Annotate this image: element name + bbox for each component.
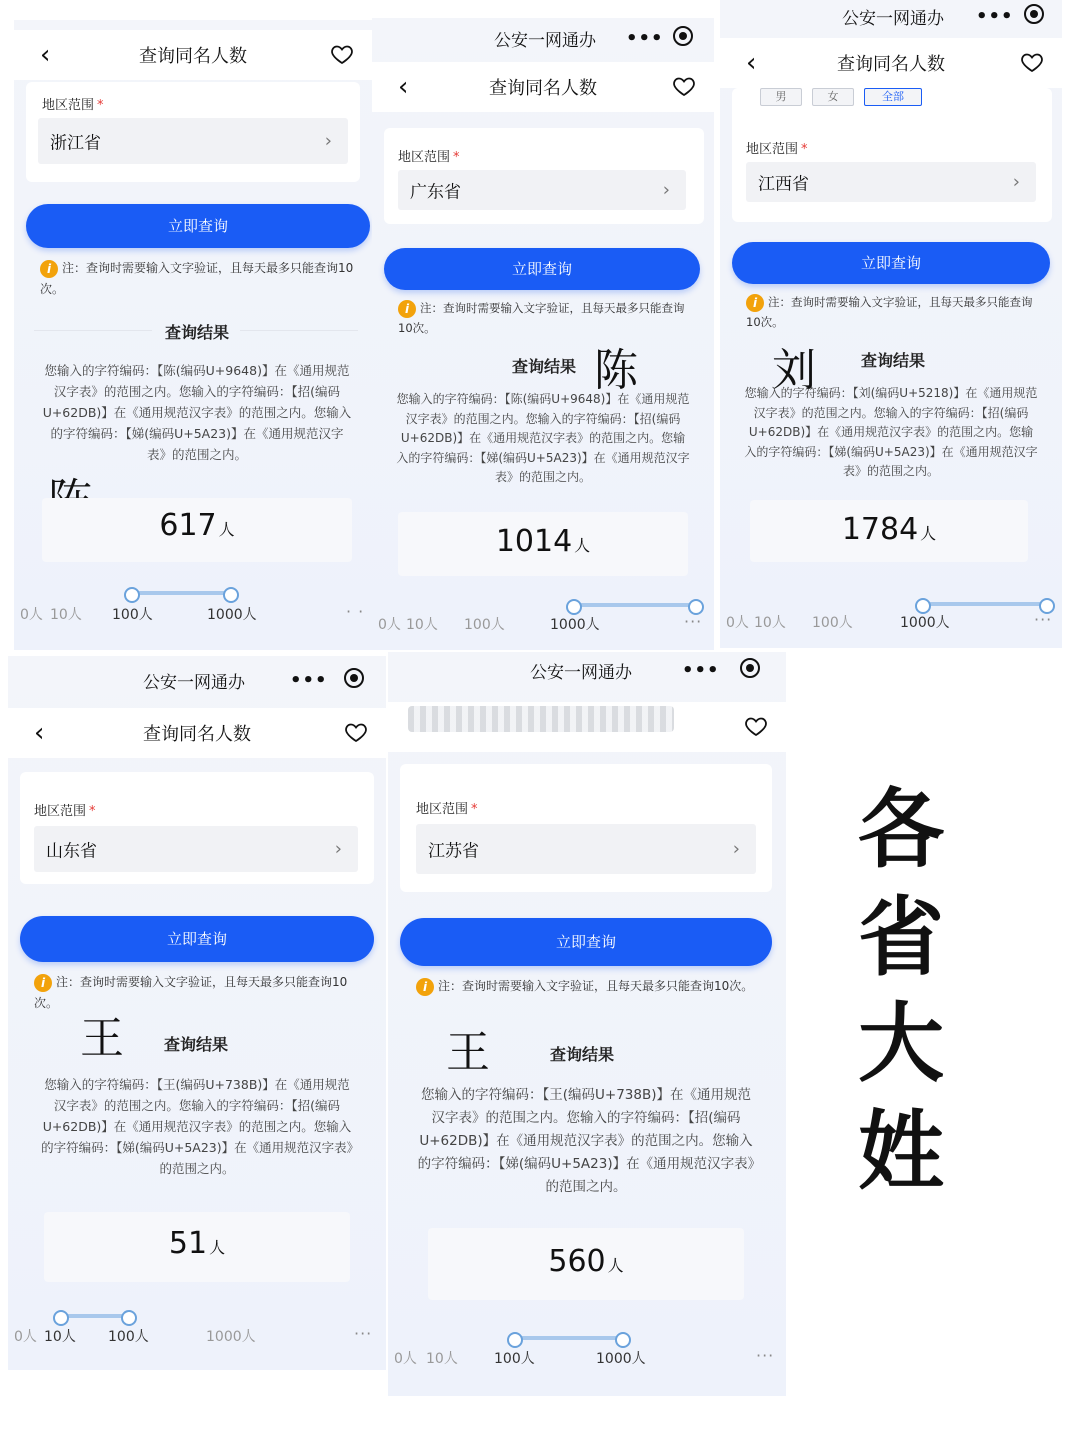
slider-range-fill: [60, 1314, 128, 1318]
form-card: [400, 764, 772, 892]
tick-label: 1000人: [206, 1329, 256, 1345]
result-text: 您输入的字符编码：【陈(编码U+9648)】在《通用规范汉字表》的范围之内。您输入的字符编码：【招(编码U+62DB)】在《通用规范汉字表》的范围之内。您输入的字符编码：【娣(编码U+5A23)】在《通用规范汉字表》的范围之内。: [42, 363, 352, 462]
tick-label: 0人: [378, 617, 401, 633]
region-value: 江苏省: [428, 841, 479, 862]
more-icon: · ·: [346, 602, 365, 621]
more-dots-icon[interactable]: •••: [976, 6, 1014, 27]
mini-program-bar: [372, 18, 714, 58]
nav-bar: [8, 708, 386, 758]
tick-label: 100人: [108, 1329, 149, 1345]
region-select[interactable]: [398, 170, 686, 210]
result-title: 查询结果: [550, 1045, 615, 1064]
count-box: [42, 498, 352, 562]
app-name: 公安一网通办: [494, 31, 596, 51]
nav-bar: [14, 30, 372, 80]
region-select[interactable]: [34, 826, 358, 872]
slider-handle[interactable]: [566, 599, 582, 615]
mini-program-bar: [388, 652, 786, 692]
info-icon: i: [746, 294, 764, 312]
region-value: 广东省: [410, 182, 461, 203]
count-value: 617 人: [159, 508, 235, 543]
count-box: [750, 500, 1028, 562]
query-note: i 注：查询时需要输入文字验证，且每天最多只能查询10次。: [746, 295, 1033, 329]
count-box: [428, 1228, 744, 1300]
tick-label: 10人: [50, 607, 82, 623]
region-select[interactable]: [746, 162, 1036, 202]
chevron-right-icon: ›: [1012, 171, 1020, 193]
tick-label: 10人: [754, 615, 786, 631]
tick-label: 10人: [406, 617, 438, 633]
region-select[interactable]: [38, 118, 348, 164]
page-title: 查询同名人数: [837, 54, 945, 75]
tick-label: 1000人: [596, 1351, 646, 1367]
region-label: 地区范围 *: [416, 802, 478, 817]
count-value: 51 人: [168, 1226, 226, 1261]
slider-handle[interactable]: [121, 1310, 137, 1326]
surname-overlay: 刘: [772, 345, 816, 396]
slider-handle[interactable]: [53, 1310, 69, 1326]
mini-program-bar: [8, 656, 386, 696]
more-dots-icon[interactable]: •••: [682, 660, 720, 681]
screenshot-panel-guangdong: [372, 18, 714, 650]
heart-icon[interactable]: [1020, 50, 1044, 74]
region-label: 地区范围 *: [34, 804, 96, 819]
app-name: 公安一网通办: [842, 9, 944, 29]
close-target-icon[interactable]: [740, 658, 760, 678]
form-card: [26, 82, 360, 182]
more-dots-icon[interactable]: •••: [626, 28, 664, 49]
mini-program-bar: [720, 0, 1062, 40]
page-title: 查询同名人数: [143, 724, 251, 745]
back-arrow-icon[interactable]: ‹: [40, 40, 51, 70]
side-title-char: 省: [858, 887, 944, 988]
query-note: i 注：查询时需要输入文字验证，且每天最多只能查询10次。: [34, 975, 348, 1010]
chevron-right-icon: ›: [334, 838, 342, 860]
slider-range-fill: [573, 603, 695, 607]
page-title: 查询同名人数: [489, 78, 597, 99]
region-select[interactable]: [416, 824, 756, 874]
back-arrow-icon[interactable]: ‹: [34, 718, 45, 748]
tick-label: 0人: [394, 1351, 417, 1367]
tick-label: 1000人: [900, 615, 950, 631]
region-value: 江西省: [758, 174, 809, 195]
more-icon: ···: [1034, 610, 1053, 629]
heart-icon[interactable]: [330, 42, 354, 66]
result-title: 查询结果: [165, 323, 230, 342]
form-card: [20, 772, 374, 884]
query-button[interactable]: 立即查询: [26, 204, 370, 248]
query-button[interactable]: 立即查询: [20, 916, 374, 962]
tick-label: 100人: [464, 617, 505, 633]
region-label: 地区范围 *: [746, 142, 808, 157]
chevron-right-icon: ›: [324, 130, 332, 152]
more-icon: ···: [756, 1346, 775, 1365]
slider-handle[interactable]: [507, 1332, 523, 1348]
slider-range-fill: [514, 1336, 622, 1340]
screenshot-panel-jiangsu: [388, 652, 786, 1396]
tick-label: 100人: [494, 1351, 535, 1367]
chevron-right-icon: ›: [732, 838, 740, 860]
screenshot-panel-shandong: [8, 656, 386, 1370]
gender-tab-male[interactable]: 男: [760, 88, 802, 106]
tick-label: 10人: [44, 1329, 76, 1345]
query-note: i 注：查询时需要输入文字验证，且每天最多只能查询10次。: [416, 976, 766, 997]
tick-label: 0人: [14, 1329, 37, 1345]
close-target-icon[interactable]: [673, 26, 693, 46]
tick-label: 1000人: [207, 607, 257, 623]
slider-range-fill: [132, 591, 231, 595]
count-value: 1014 人: [495, 524, 591, 559]
close-target-icon[interactable]: [1024, 4, 1044, 24]
tick-label: 100人: [812, 615, 853, 631]
nav-bar: [388, 702, 786, 752]
result-text: 您输入的字符编码：【王(编码U+738B)】在《通用规范汉字表》的范围之内。您输入的字符编码：【招(编码U+62DB)】在《通用规范汉字表》的范围之内。您输入的字符编码：【娣(编码U+5A23)】在《通用规范汉字表》的范围之内。: [41, 1077, 353, 1176]
info-icon: i: [416, 978, 434, 996]
more-icon: ···: [354, 1324, 373, 1343]
result-text: 您输入的字符编码：【王(编码U+738B)】在《通用规范汉字表》的范围之内。您输入的字符编码：【招(编码U+62DB)】在《通用规范汉字表》的范围之内。您输入的字符编码：【娣(编码U+5A23)】在《通用规范汉字表》的范围之内。: [417, 1087, 755, 1195]
result-text: 您输入的字符编码：【刘(编码U+5218)】在《通用规范汉字表》的范围之内。您输入的字符编码：【招(编码U+62DB)】在《通用规范汉字表》的范围之内。您输入的字符编码：【娣(编码U+5A23)】在《通用规范汉字表》的范围之内。: [744, 386, 1038, 478]
count-value: 560 人: [548, 1244, 624, 1279]
screenshot-panel-jiangxi: [720, 0, 1062, 648]
back-arrow-icon[interactable]: ‹: [398, 72, 409, 102]
side-title-char: 各: [858, 779, 944, 880]
query-button[interactable]: 立即查询: [400, 918, 772, 966]
heart-icon[interactable]: [744, 714, 768, 738]
result-title: 查询结果: [861, 351, 926, 370]
divider: [34, 330, 152, 331]
form-card: [732, 88, 1052, 222]
blurred-title: [408, 706, 674, 732]
region-label: 地区范围 *: [398, 150, 460, 165]
heart-icon[interactable]: [672, 74, 696, 98]
page-title: 查询同名人数: [139, 46, 247, 67]
info-icon: i: [40, 260, 58, 278]
info-icon: i: [398, 300, 416, 318]
nav-bar: [720, 38, 1062, 88]
heart-icon[interactable]: [344, 720, 368, 744]
app-name: 公安一网通办: [530, 663, 632, 683]
tick-label: 100人: [112, 607, 153, 623]
surname-overlay: 陈: [594, 345, 638, 396]
count-box: [44, 1212, 350, 1282]
tick-label: 10人: [426, 1351, 458, 1367]
slider-range-fill: [922, 602, 1046, 606]
query-note: i 注：查询时需要输入文字验证，且每天最多只能查询10次。: [398, 301, 685, 335]
region-label: 地区范围 *: [42, 98, 104, 113]
more-dots-icon[interactable]: •••: [290, 670, 328, 691]
result-title: 查询结果: [164, 1035, 229, 1054]
query-note: i 注：查询时需要输入文字验证，且每天最多只能查询10次。: [40, 261, 354, 296]
count-box: [398, 512, 688, 576]
back-arrow-icon[interactable]: ‹: [746, 48, 757, 78]
region-value: 浙江省: [50, 133, 101, 154]
region-value: 山东省: [46, 841, 97, 862]
slider-handle[interactable]: [615, 1332, 631, 1348]
app-name: 公安一网通办: [143, 673, 245, 693]
chevron-right-icon: ›: [662, 179, 670, 201]
slider-handle[interactable]: [124, 587, 140, 603]
tick-label: 1000人: [550, 617, 600, 633]
gender-tab-all[interactable]: 全部: [864, 88, 922, 106]
tick-label: 0人: [20, 607, 43, 623]
more-icon: ···: [684, 612, 703, 631]
divider: [240, 330, 358, 331]
surname-overlay: 王: [80, 1013, 124, 1064]
form-card: [384, 128, 704, 224]
query-button[interactable]: 立即查询: [384, 248, 700, 290]
slider-handle[interactable]: [223, 587, 239, 603]
surname-overlay: 王: [446, 1027, 490, 1078]
result-text: 您输入的字符编码：【陈(编码U+9648)】在《通用规范汉字表》的范围之内。您输入的字符编码：【招(编码U+62DB)】在《通用规范汉字表》的范围之内。您输入的字符编码：【娣(编码U+5A23)】在《通用规范汉字表》的范围之内。: [396, 392, 690, 484]
nav-bar: [372, 62, 714, 112]
query-button[interactable]: 立即查询: [732, 242, 1050, 284]
count-value: 1784 人: [841, 512, 937, 547]
close-target-icon[interactable]: [344, 668, 364, 688]
screenshot-panel-zhejiang: [14, 20, 372, 650]
gender-tab-female[interactable]: 女: [812, 88, 854, 106]
side-title-char: 姓: [858, 1101, 944, 1202]
side-title-char: 大: [858, 993, 944, 1094]
tick-label: 0人: [726, 615, 749, 631]
result-title: 查询结果: [512, 357, 577, 376]
info-icon: i: [34, 974, 52, 992]
